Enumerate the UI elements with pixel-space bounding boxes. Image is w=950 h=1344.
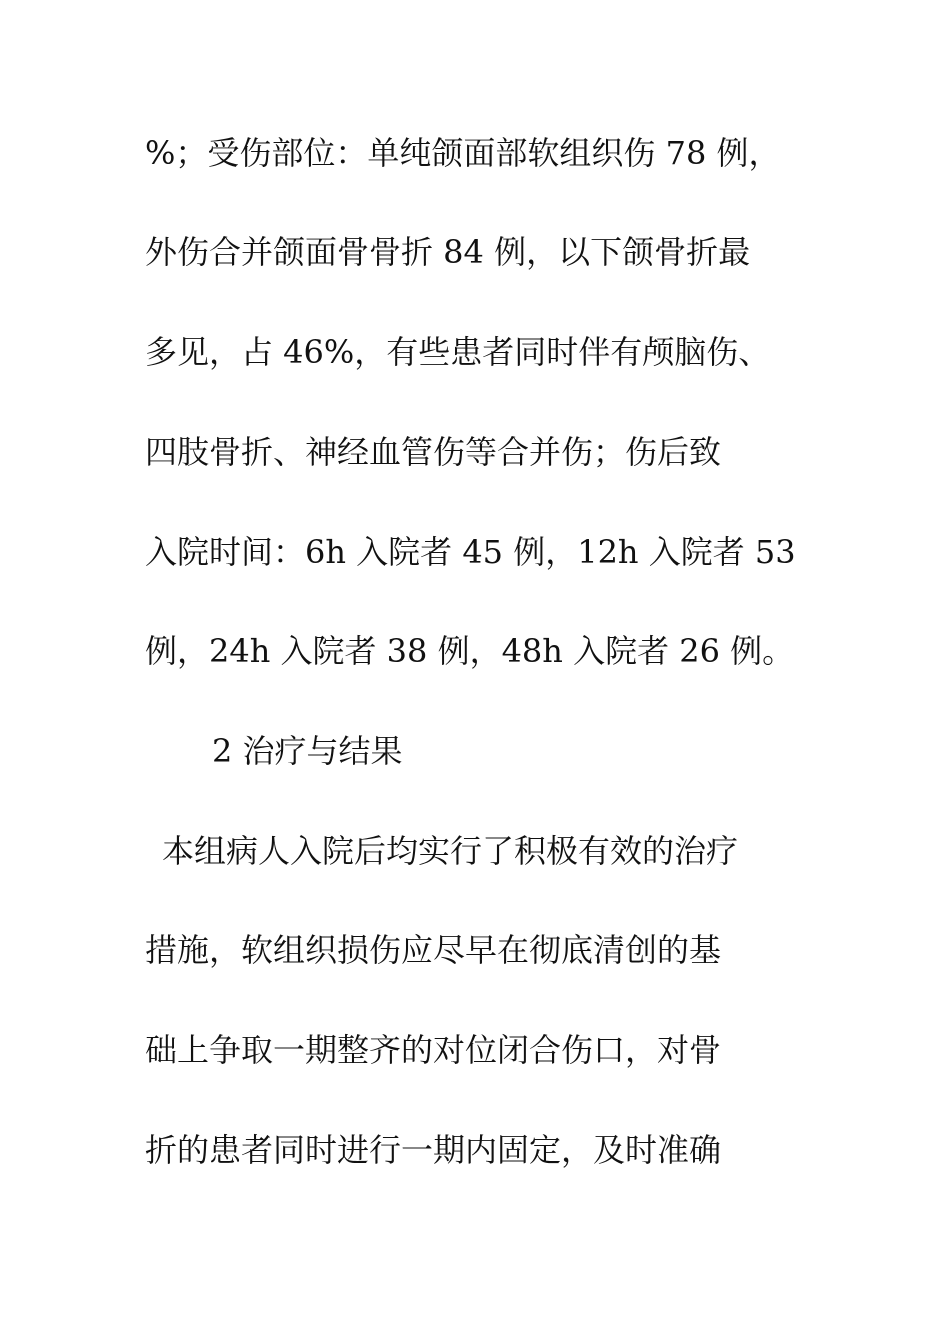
paragraph-line: %；受伤部位：单纯颌面部软组织伤 78 例，: [145, 134, 781, 172]
paragraph-line: 础上争取一期整齐的对位闭合伤口，对骨: [145, 1031, 722, 1069]
paragraph-line: 折的患者同时进行一期内固定，及时准确: [145, 1131, 722, 1169]
section-heading: 2 治疗与结果: [212, 732, 403, 770]
paragraph-line: 多见，占 46%，有些患者同时伴有颅脑伤、: [145, 333, 771, 371]
paragraph-line: 外伤合并颌面骨骨折 84 例，以下颌骨折最: [145, 233, 751, 271]
paragraph-line: 措施，软组织损伤应尽早在彻底清创的基: [145, 931, 722, 969]
paragraph-line: 入院时间：6h 入院者 45 例，12h 入院者 53: [145, 533, 796, 571]
paragraph-line: 四肢骨折、神经血管伤等合并伤；伤后致: [145, 433, 722, 471]
paragraph-line: 本组病人入院后均实行了积极有效的治疗: [162, 832, 739, 870]
paragraph-line: 例，24h 入院者 38 例，48h 入院者 26 例。: [145, 632, 795, 670]
